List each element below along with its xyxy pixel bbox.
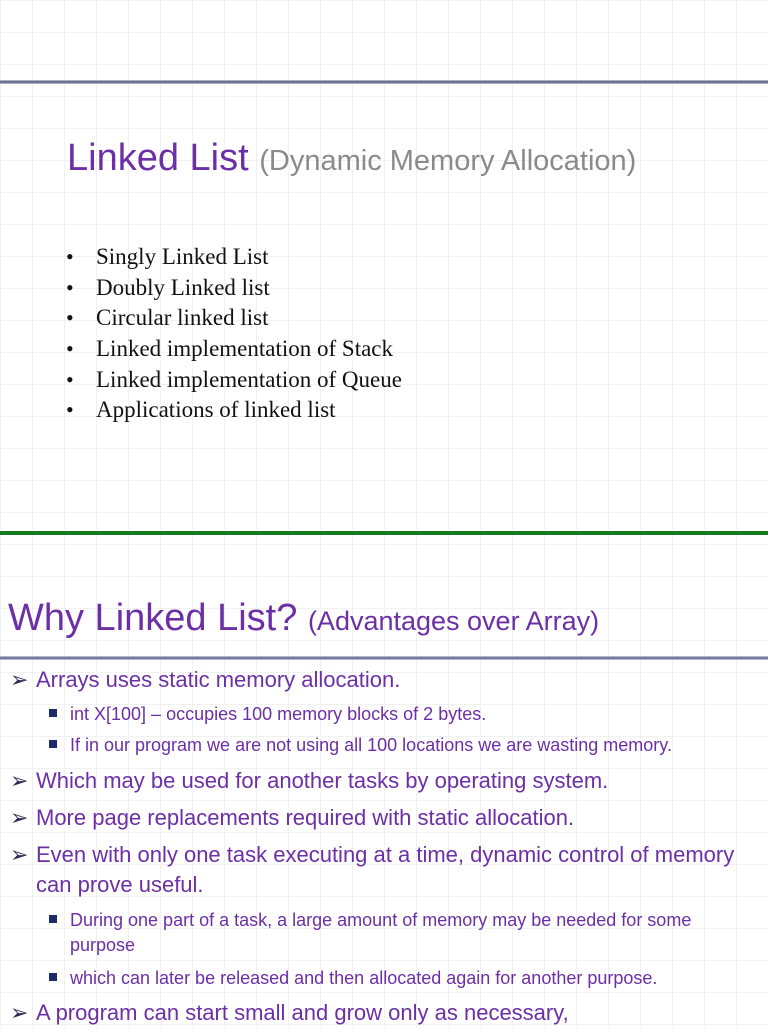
sub-point xyxy=(46,966,754,991)
slide-divider xyxy=(0,531,768,535)
list-item xyxy=(66,242,402,273)
arrow-point xyxy=(10,665,750,695)
slide-2-title-main: Why Linked List? xyxy=(8,597,298,639)
arrow-point-text: A program can start small and grow only as necessary, xyxy=(36,1000,569,1025)
slide-2-title-rule xyxy=(0,656,768,660)
arrow-point xyxy=(10,766,750,796)
arrow-point-text: Even with only one task executing at a time, dynamic control of memory can prove useful. xyxy=(36,842,735,897)
arrow-point-text: Arrays uses static memory allocation. xyxy=(36,667,401,692)
slide-2-title-subtitle: (Advantages over Array) xyxy=(307,606,600,636)
arrow-icon: ➢ xyxy=(10,805,29,830)
sub-point-text: If in our program we are not using all 100 locations we are wasting memory. xyxy=(70,735,672,755)
bullet-icon: • xyxy=(66,366,74,392)
list-item xyxy=(66,303,402,334)
list-item-text: Doubly Linked list xyxy=(96,274,270,300)
arrow-point xyxy=(10,803,750,833)
sub-point xyxy=(46,702,754,727)
arrow-icon: ➢ xyxy=(10,842,29,867)
slide-2-title xyxy=(8,597,599,640)
arrow-icon: ➢ xyxy=(10,768,29,793)
list-item xyxy=(66,365,402,396)
slide-1-title-subtitle: (Dynamic Memory Allocation) xyxy=(259,145,637,177)
list-item xyxy=(66,273,402,304)
bullet-icon: • xyxy=(66,397,74,423)
arrow-point xyxy=(10,840,750,900)
sub-point xyxy=(46,733,754,758)
list-item-text: Linked implementation of Stack xyxy=(96,336,394,362)
list-item xyxy=(66,334,402,365)
sub-point xyxy=(46,908,754,958)
square-bullet-icon xyxy=(46,702,70,727)
arrow-icon: ➢ xyxy=(10,667,29,692)
sub-point-text: During one part of a task, a large amount of memory may be needed for some purpose xyxy=(70,910,692,955)
bullet-icon: • xyxy=(66,336,74,362)
square-bullet-icon xyxy=(46,908,70,958)
slide-1-title xyxy=(67,137,636,180)
arrow-point-text: More page replacements required with static allocation. xyxy=(36,805,575,830)
arrow-point-text: Which may be used for another tasks by operating system. xyxy=(36,768,609,793)
slide-1-title-main: Linked List xyxy=(67,137,249,179)
list-item xyxy=(66,395,402,426)
bullet-icon: • xyxy=(66,274,74,300)
bullet-icon: • xyxy=(66,305,74,331)
square-bullet-icon xyxy=(46,733,70,758)
list-item-text: Circular linked list xyxy=(96,305,269,331)
sub-point-text: which can later be released and then allocated again for another purpose. xyxy=(70,968,658,988)
list-item-text: Singly Linked List xyxy=(96,244,269,269)
slide-1-top-rule xyxy=(0,80,768,84)
slide-1-bullet-list xyxy=(66,242,402,426)
sub-point-text: int X[100] – occupies 100 memory blocks of 2 bytes. xyxy=(70,704,487,724)
arrow-icon: ➢ xyxy=(10,1000,29,1025)
list-item-text: Applications of linked list xyxy=(96,397,336,423)
list-item-text: Linked implementation of Queue xyxy=(96,366,402,392)
square-bullet-icon xyxy=(46,966,70,991)
bullet-icon: • xyxy=(66,244,74,269)
